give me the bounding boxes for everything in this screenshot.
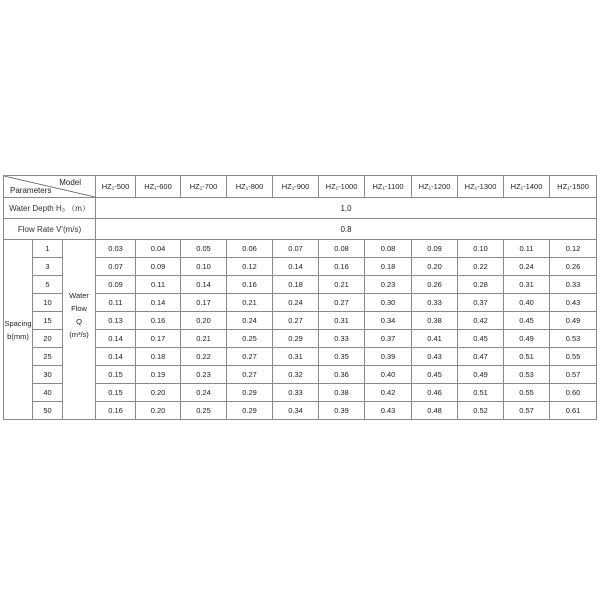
- flow-value-cell: 0.57: [504, 402, 550, 420]
- flow-value-cell: 0.20: [136, 402, 181, 420]
- flow-value-cell: 0.46: [412, 384, 458, 402]
- spacing-label-line: b(mm): [7, 331, 29, 341]
- flow-value-cell: 0.04: [136, 240, 181, 258]
- flow-value-cell: 0.39: [319, 402, 365, 420]
- flow-value-cell: 0.09: [96, 276, 136, 294]
- flow-value-cell: 0.51: [504, 348, 550, 366]
- flow-value-cell: 0.53: [504, 366, 550, 384]
- flow-value-cell: 0.52: [458, 402, 504, 420]
- table-row: [4, 240, 597, 258]
- water-flow-label: [63, 240, 96, 420]
- flow-value-cell: 0.43: [365, 402, 412, 420]
- flow-value-cell: 0.39: [365, 348, 412, 366]
- model-label: Model: [59, 178, 82, 187]
- flow-value-cell: 0.34: [365, 312, 412, 330]
- flow-value-cell: 0.42: [458, 312, 504, 330]
- flow-value-cell: 0.35: [319, 348, 365, 366]
- flow-value-cell: 0.15: [96, 384, 136, 402]
- flow-value-cell: 0.09: [412, 240, 458, 258]
- flow-value-cell: 0.19: [136, 366, 181, 384]
- flow-rate-label: Flow Rate V'(m/s): [4, 219, 96, 240]
- flow-value-cell: 0.47: [458, 348, 504, 366]
- flow-value-cell: 0.45: [504, 312, 550, 330]
- flow-value-cell: 0.21: [319, 276, 365, 294]
- flow-value-cell: 0.24: [504, 258, 550, 276]
- flow-value-cell: 0.20: [181, 312, 227, 330]
- corner-cell: [4, 176, 96, 198]
- flow-value-cell: 0.45: [412, 366, 458, 384]
- flow-value-cell: 0.16: [319, 258, 365, 276]
- flow-value-cell: 0.11: [504, 240, 550, 258]
- model-header: HZ₁-1000: [319, 176, 365, 198]
- flow-value-cell: 0.20: [136, 384, 181, 402]
- model-header: HZ₁-1100: [365, 176, 412, 198]
- flow-value-cell: 0.12: [227, 258, 273, 276]
- flow-value-cell: 0.22: [181, 348, 227, 366]
- flow-value-cell: 0.37: [458, 294, 504, 312]
- flow-value-cell: 0.33: [412, 294, 458, 312]
- flow-label-line: (m³/s): [69, 329, 89, 339]
- spacing-value: 10: [33, 294, 63, 312]
- flow-value-cell: 0.45: [458, 330, 504, 348]
- flow-value-cell: 0.11: [96, 294, 136, 312]
- model-header: HZ₁-500: [96, 176, 136, 198]
- flow-value-cell: 0.10: [458, 240, 504, 258]
- spacing-value: 50: [33, 402, 63, 420]
- flow-value-cell: 0.08: [365, 240, 412, 258]
- flow-value-cell: 0.42: [365, 384, 412, 402]
- flow-value-cell: 0.23: [365, 276, 412, 294]
- flow-value-cell: 0.21: [227, 294, 273, 312]
- flow-value-cell: 0.36: [319, 366, 365, 384]
- model-header: HZ₁-700: [181, 176, 227, 198]
- flow-value-cell: 0.38: [412, 312, 458, 330]
- flow-value-cell: 0.25: [227, 330, 273, 348]
- flow-value-cell: 0.34: [273, 402, 319, 420]
- flow-value-cell: 0.21: [181, 330, 227, 348]
- flow-value-cell: 0.15: [96, 366, 136, 384]
- model-header: HZ₁-800: [227, 176, 273, 198]
- water-depth-label: Water Depth H₃ （m）: [4, 198, 96, 219]
- flow-value-cell: 0.12: [550, 240, 597, 258]
- header-row: [4, 176, 597, 198]
- flow-value-cell: 0.23: [181, 366, 227, 384]
- flow-label-line: Flow: [71, 303, 87, 313]
- flow-value-cell: 0.16: [136, 312, 181, 330]
- flow-value-cell: 0.30: [365, 294, 412, 312]
- model-header: HZ₁-1500: [550, 176, 597, 198]
- model-header: HZ₁-600: [136, 176, 181, 198]
- flow-value-cell: 0.14: [96, 348, 136, 366]
- flow-value-cell: 0.03: [96, 240, 136, 258]
- flow-value-cell: 0.17: [136, 330, 181, 348]
- flow-value-cell: 0.31: [504, 276, 550, 294]
- flow-value-cell: 0.07: [96, 258, 136, 276]
- model-header: HZ₁-1400: [504, 176, 550, 198]
- flow-rate-row: [4, 219, 597, 240]
- water-depth-row: [4, 198, 597, 219]
- flow-value-cell: 0.10: [181, 258, 227, 276]
- water-depth-value: 1.0: [96, 198, 597, 219]
- flow-label-line: Q: [76, 316, 82, 326]
- flow-value-cell: 0.40: [365, 366, 412, 384]
- flow-value-cell: 0.14: [181, 276, 227, 294]
- flow-value-cell: 0.24: [273, 294, 319, 312]
- flow-value-cell: 0.13: [96, 312, 136, 330]
- flow-value-cell: 0.49: [504, 330, 550, 348]
- flow-value-cell: 0.08: [319, 240, 365, 258]
- flow-label-line: Water: [69, 290, 89, 300]
- spacing-value: 1: [33, 240, 63, 258]
- flow-value-cell: 0.18: [136, 348, 181, 366]
- spacing-value: 20: [33, 330, 63, 348]
- flow-value-cell: 0.43: [412, 348, 458, 366]
- flow-value-cell: 0.22: [458, 258, 504, 276]
- flow-value-cell: 0.38: [319, 384, 365, 402]
- flow-value-cell: 0.57: [550, 366, 597, 384]
- flow-value-cell: 0.27: [227, 366, 273, 384]
- flow-value-cell: 0.07: [273, 240, 319, 258]
- flow-value-cell: 0.27: [227, 348, 273, 366]
- flow-value-cell: 0.48: [412, 402, 458, 420]
- spacing-value: 25: [33, 348, 63, 366]
- flow-value-cell: 0.09: [136, 258, 181, 276]
- flow-value-cell: 0.31: [319, 312, 365, 330]
- flow-value-cell: 0.55: [504, 384, 550, 402]
- flow-rate-value: 0.8: [96, 219, 597, 240]
- flow-value-cell: 0.53: [550, 330, 597, 348]
- flow-value-cell: 0.29: [227, 384, 273, 402]
- flow-value-cell: 0.14: [136, 294, 181, 312]
- model-header: HZ₁-1300: [458, 176, 504, 198]
- flow-value-cell: 0.14: [273, 258, 319, 276]
- flow-value-cell: 0.14: [96, 330, 136, 348]
- spacing-label-line: Spacing: [4, 318, 32, 328]
- flow-value-cell: 0.28: [458, 276, 504, 294]
- flow-value-cell: 0.27: [273, 312, 319, 330]
- flow-value-cell: 0.55: [550, 348, 597, 366]
- parameters-label: Parameters: [10, 186, 52, 195]
- flow-value-cell: 0.11: [136, 276, 181, 294]
- spec-table: [3, 175, 597, 420]
- spacing-value: 30: [33, 366, 63, 384]
- model-header: HZ₁-1200: [412, 176, 458, 198]
- spacing-value: 15: [33, 312, 63, 330]
- model-header: HZ₁-900: [273, 176, 319, 198]
- flow-value-cell: 0.24: [227, 312, 273, 330]
- flow-value-cell: 0.18: [273, 276, 319, 294]
- spacing-value: 40: [33, 384, 63, 402]
- flow-value-cell: 0.60: [550, 384, 597, 402]
- flow-value-cell: 0.05: [181, 240, 227, 258]
- flow-value-cell: 0.29: [227, 402, 273, 420]
- flow-value-cell: 0.49: [550, 312, 597, 330]
- spacing-value: 5: [33, 276, 63, 294]
- flow-value-cell: 0.43: [550, 294, 597, 312]
- flow-value-cell: 0.49: [458, 366, 504, 384]
- flow-value-cell: 0.17: [181, 294, 227, 312]
- flow-value-cell: 0.33: [550, 276, 597, 294]
- flow-value-cell: 0.26: [550, 258, 597, 276]
- flow-value-cell: 0.24: [181, 384, 227, 402]
- flow-value-cell: 0.33: [273, 384, 319, 402]
- flow-value-cell: 0.25: [181, 402, 227, 420]
- flow-value-cell: 0.37: [365, 330, 412, 348]
- flow-value-cell: 0.20: [412, 258, 458, 276]
- spacing-label: [4, 240, 33, 420]
- flow-value-cell: 0.16: [96, 402, 136, 420]
- flow-value-cell: 0.18: [365, 258, 412, 276]
- flow-value-cell: 0.40: [504, 294, 550, 312]
- flow-value-cell: 0.33: [319, 330, 365, 348]
- flow-value-cell: 0.32: [273, 366, 319, 384]
- flow-value-cell: 0.29: [273, 330, 319, 348]
- flow-value-cell: 0.41: [412, 330, 458, 348]
- flow-value-cell: 0.27: [319, 294, 365, 312]
- flow-value-cell: 0.26: [412, 276, 458, 294]
- spacing-value: 3: [33, 258, 63, 276]
- flow-value-cell: 0.51: [458, 384, 504, 402]
- flow-value-cell: 0.16: [227, 276, 273, 294]
- flow-value-cell: 0.61: [550, 402, 597, 420]
- flow-value-cell: 0.31: [273, 348, 319, 366]
- flow-value-cell: 0.06: [227, 240, 273, 258]
